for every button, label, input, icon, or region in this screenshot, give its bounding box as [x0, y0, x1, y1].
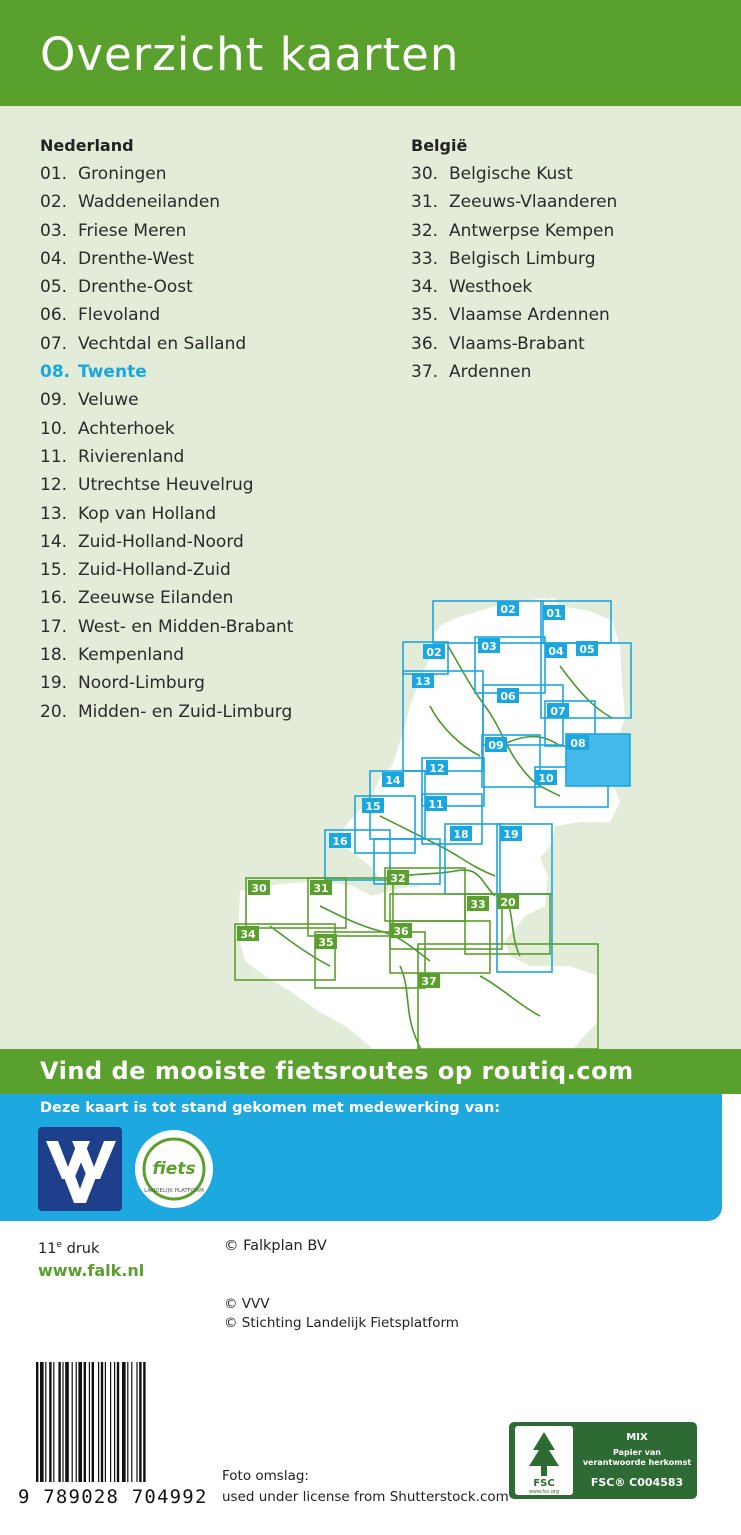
- fsc-mix: MIX: [626, 1432, 648, 1443]
- map-number: 35.: [411, 305, 439, 326]
- page-title: Overzicht kaarten: [40, 28, 460, 81]
- belgie-heading: België: [411, 136, 468, 155]
- nederland-heading: Nederland: [40, 136, 134, 155]
- map-frame-number: 09: [488, 739, 504, 752]
- map-name: Noord-Limburg: [78, 673, 205, 694]
- map-name: Belgische Kust: [449, 164, 573, 184]
- map-frame-number: 20: [500, 896, 516, 909]
- fsc-tree-label: FSC: [533, 1478, 555, 1489]
- vvv-logo: [38, 1127, 122, 1211]
- map-frame-number: 11: [428, 798, 444, 811]
- map-frame-label: [315, 934, 337, 949]
- map-frame-label: [382, 772, 404, 787]
- map-frame-number: 37: [421, 975, 437, 988]
- fsc-code: FSC® C004583: [590, 1476, 684, 1489]
- barcode-digits: 9 789028 704992: [18, 1486, 208, 1508]
- map-number: 17.: [40, 616, 68, 637]
- map-frame-number: 14: [385, 774, 401, 787]
- map-name: Kop van Holland: [78, 503, 217, 524]
- map-number: 34.: [411, 277, 439, 298]
- map-frame-number: 33: [470, 898, 486, 911]
- map-frame-label: [423, 644, 445, 659]
- map-frame-label: [426, 760, 448, 775]
- map-frame-number: 10: [538, 772, 554, 785]
- map-name: Vechtdal en Salland: [78, 333, 247, 354]
- copyright-falkplan: © Falkplan BV: [224, 1238, 327, 1254]
- map-frame-number: 03: [481, 640, 497, 653]
- map-frame-number: 04: [548, 645, 564, 658]
- fietsplatform-logo: [135, 1130, 213, 1208]
- map-name: Belgisch Limburg: [449, 248, 596, 269]
- map-number: 18.: [40, 645, 68, 666]
- map-number: 36.: [411, 333, 439, 354]
- map-number: 13.: [40, 503, 68, 524]
- partners-text: Deze kaart is tot stand gekomen met medewerking van:: [40, 1100, 501, 1116]
- fsc-subtitle: [579, 1448, 695, 1468]
- edition-number: 11: [38, 1240, 57, 1257]
- map-name: Flevoland: [78, 305, 161, 326]
- map-frame-label: [425, 796, 447, 811]
- map-name: West- en Midden-Brabant: [78, 616, 294, 637]
- photo-credit-line2: used under license from Shutterstock.com: [222, 1489, 509, 1505]
- map-frame-number: 12: [429, 762, 445, 775]
- fiets-logo-word: fiets: [152, 1159, 196, 1179]
- overview-map: [0, 106, 741, 1049]
- map-name: Waddeneilanden: [78, 192, 221, 213]
- map-frame-label: [535, 770, 557, 785]
- map-number: 12.: [40, 475, 68, 496]
- fsc-subtitle-line1: Papier van: [613, 1448, 661, 1457]
- map-name: Twente: [78, 362, 147, 383]
- map-frame-number: 35: [318, 936, 334, 949]
- map-name: Vlaamse Ardennen: [449, 305, 610, 326]
- map-frame-label: [248, 880, 270, 895]
- map-number: 14.: [40, 531, 68, 552]
- fsc-subtitle-line2: verantwoorde herkomst: [582, 1458, 692, 1467]
- map-frame-label: [412, 673, 434, 688]
- map-number: 05.: [40, 277, 68, 298]
- map-frame-number: 08: [570, 737, 586, 750]
- map-number: 16.: [40, 588, 68, 609]
- map-frame-label: [543, 605, 565, 620]
- map-number: 06.: [40, 305, 68, 326]
- map-number: 20.: [40, 701, 68, 722]
- map-number: 02.: [40, 192, 68, 213]
- map-number: 08.: [40, 362, 71, 383]
- map-name: Zuid-Holland-Noord: [78, 531, 244, 552]
- map-frame-label: [545, 643, 567, 658]
- map-name: Westhoek: [449, 277, 533, 298]
- map-frame-label: [450, 826, 472, 841]
- map-name: Friese Meren: [78, 220, 187, 241]
- map-frame-label: [387, 870, 409, 885]
- map-name: Zeeuwse Eilanden: [78, 588, 234, 609]
- map-frame-number: 07: [550, 705, 566, 718]
- map-frame-label: [390, 923, 412, 938]
- map-frame-label: [497, 601, 519, 616]
- fsc-tree-icon: [515, 1426, 573, 1495]
- map-frame-number: 32: [390, 872, 406, 885]
- map-number: 11.: [40, 446, 68, 467]
- map-frame-label: [237, 926, 259, 941]
- map-frame-number: 02: [426, 646, 442, 659]
- map-number: 04.: [40, 248, 68, 269]
- map-number: 30.: [411, 164, 439, 184]
- map-frame-number: 36: [393, 925, 409, 938]
- map-number: 09.: [40, 390, 68, 411]
- fiets-logo-ring: LANDELIJK PLATFORM: [144, 1188, 204, 1194]
- map-frame-label: [500, 826, 522, 841]
- header-bar: [0, 0, 741, 106]
- map-frame-label: [485, 737, 507, 752]
- map-frame-number: 31: [313, 882, 329, 895]
- banner-text: Vind de mooiste fietsroutes op routiq.com: [40, 1057, 634, 1085]
- map-frame-label: [547, 703, 569, 718]
- barcode: [36, 1362, 206, 1482]
- map-frame-label: [467, 896, 489, 911]
- photo-credit-line1: Foto omslag:: [222, 1468, 309, 1484]
- map-number: 07.: [40, 333, 68, 354]
- copyright-fietsplatform: © Stichting Landelijk Fietsplatform: [224, 1315, 459, 1331]
- map-frame-label: [576, 641, 598, 656]
- map-name: Drenthe-West: [78, 248, 195, 269]
- map-frame-number: 18: [453, 828, 469, 841]
- map-frame-number: 19: [503, 828, 519, 841]
- map-frame-label: [497, 894, 519, 909]
- map-name: Midden- en Zuid-Limburg: [78, 701, 293, 722]
- map-number: 10.: [40, 418, 68, 439]
- map-frame-number: 30: [251, 882, 267, 895]
- map-frame-number: 05: [579, 643, 595, 656]
- fsc-badge: [509, 1422, 697, 1499]
- map-frame-label: [310, 880, 332, 895]
- fsc-tree-url: www.fsc.org: [528, 1489, 560, 1495]
- map-frame-label: [478, 638, 500, 653]
- photo-credit: [222, 1466, 509, 1508]
- map-name: Rivierenland: [78, 446, 185, 467]
- map-name: Vlaams-Brabant: [449, 333, 585, 354]
- map-frame-number: 02: [500, 603, 516, 616]
- copyright-block: [224, 1295, 459, 1333]
- map-frame-number: 13: [415, 675, 431, 688]
- partners-panel: [0, 1094, 722, 1221]
- map-number: 01.: [40, 164, 68, 184]
- map-name: Groningen: [78, 164, 167, 184]
- falk-url[interactable]: www.falk.nl: [38, 1261, 145, 1280]
- map-frame-number: 06: [500, 690, 516, 703]
- map-name: Kempenland: [78, 645, 185, 666]
- map-name: Drenthe-Oost: [78, 277, 193, 298]
- map-frame-label: [362, 798, 384, 813]
- map-number: 03.: [40, 220, 68, 241]
- map-frame-label: [329, 833, 351, 848]
- map-frame-number: 16: [332, 835, 348, 848]
- map-frame-number: 15: [365, 800, 381, 813]
- map-frame-number: 34: [240, 928, 256, 941]
- map-name: Antwerpse Kempen: [449, 220, 615, 241]
- map-name: Utrechtse Heuvelrug: [78, 475, 254, 496]
- map-number: 33.: [411, 248, 439, 269]
- map-number: 31.: [411, 192, 439, 213]
- edition-label: [38, 1240, 99, 1257]
- edition-word: druk: [62, 1240, 100, 1257]
- map-number: 37.: [411, 362, 439, 383]
- map-number: 15.: [40, 560, 68, 581]
- copyright-vvv: © VVV: [224, 1296, 270, 1312]
- map-frame-label: [567, 735, 589, 750]
- map-frame-number: 01: [546, 607, 562, 620]
- edition-suffix: e: [56, 1240, 62, 1250]
- map-number: 32.: [411, 220, 439, 241]
- map-number: 19.: [40, 673, 68, 694]
- map-name: Zeeuws-Vlaanderen: [449, 192, 618, 213]
- map-frame-label: [497, 688, 519, 703]
- map-name: Veluwe: [78, 390, 139, 411]
- map-name: Achterhoek: [78, 418, 175, 439]
- map-name: Ardennen: [449, 362, 532, 383]
- map-frame-label: [418, 973, 440, 988]
- routiq-banner: [0, 1049, 741, 1094]
- map-name: Zuid-Holland-Zuid: [78, 560, 231, 581]
